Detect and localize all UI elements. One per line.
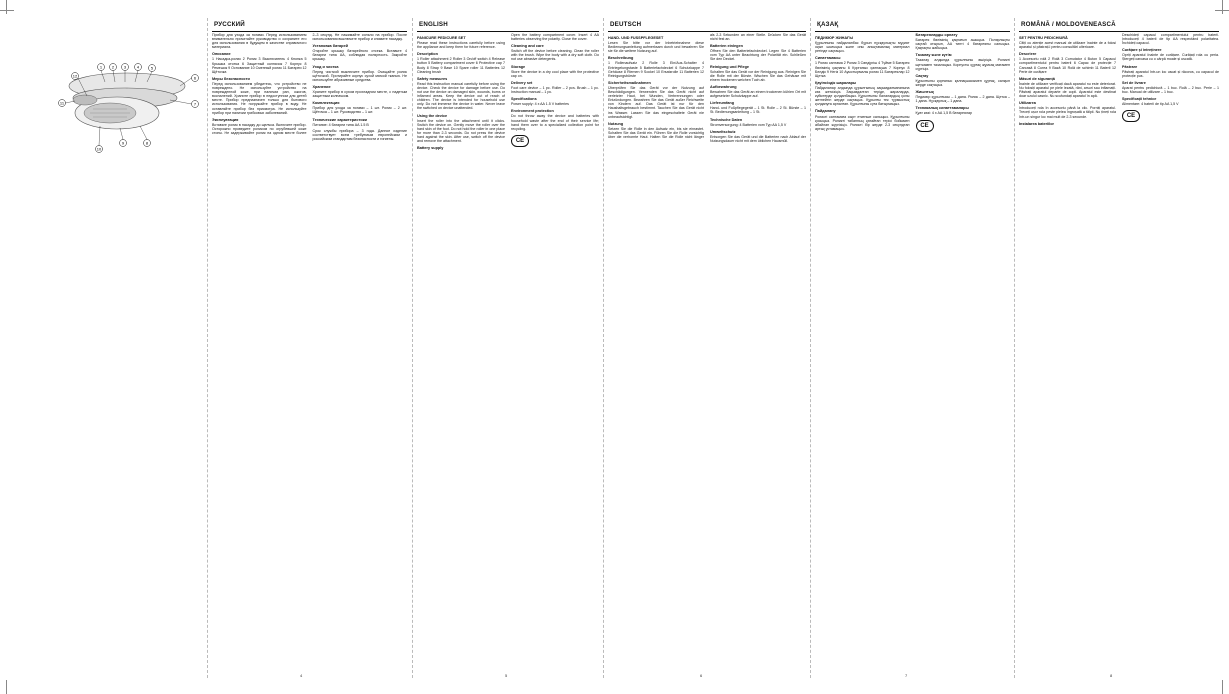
callout-label: 10 (96, 146, 102, 152)
section-block: Комплектация Прибор для ухода за ногами – 1 шт. Ролик – 2 шт. Щёточка – 1 шт. Руководство – 1 шт. (312, 101, 407, 115)
section-block: Păstrare Păstrați aparatul într-un loc uscat și răcoros, cu capacul de protecție pus. (1122, 64, 1219, 78)
section-block: Set de livrare Aparat pentru pedichiură – 1 buc. Rolă – 2 buc. Perie – 1 buc. Manual de utilizare – 1 buc. (1122, 80, 1219, 95)
page-number: 5 (505, 673, 508, 678)
callout-label: 6 (193, 75, 197, 81)
section-block: Хранение Храните прибор в сухом прохладном месте, с надетым защитным колпачком. (312, 84, 407, 99)
section-block: Măsuri de siguranță Înainte de utilizare verificați dacă aparatul nu este deteriorat. Nu folosiți aparatul pe piele lezată, răni, arsuri sau inflamații. Păstrați aparatul departe de copii. Aparatul este destinat doar uzului casnic. Nu scufundați aparatul în apă. (1019, 76, 1116, 99)
section-block: Battery supply Open the battery compartment cover. Insert 4 AA batteries observing the polarity. Close the cover. (417, 33, 599, 151)
column-russian (212, 33, 407, 663)
section-block: Descriere 1 Accesoriu rolă 2 Rolă 3 Comutator 4 Buton 5 Capacul compartimentului pentru baterii 6 Capac de protecție 7 Carcasă 8 Curea 9 Bază 10 Rolă de schimb 11 Baterii 12 Perie de curățare (1019, 52, 1116, 74)
callout-label: 5 (150, 65, 154, 71)
section-block: Жиынтық Педикюр құрылғысы – 1 дана. Ролик – 2 дана. Щетка – 1 дана. Нұсқаулық – 1 дана. (915, 90, 1010, 104)
section-block: Technische Daten Stromversorgung: 4 Batterien vom Typ AA 1,5 V (710, 117, 787, 127)
column-german (608, 33, 806, 663)
crop-mark (0, 10, 14, 11)
callout-label: 1 (99, 64, 103, 70)
section-block: Beschreibung 1 Rollenaufsatz 2 Rolle 3 Ein/Aus-Schalter 4 Entriegelungstaste 5 Batteriefachdeckel 6 Schutzkappe 7 Gehäuse 8 Riemen 9 Sockel 10 Ersatzrolle 11 Batterien 12 Reinigungsbürste (608, 56, 704, 78)
ce-mark-row (1122, 110, 1219, 122)
section-header-de (608, 18, 806, 32)
section-block: Umweltschutz Entsorgen Sie das Gerät und die Batterien nach Ablauf der Nutzungsdauer nicht mit dem üblichen Hausmüll. (710, 129, 806, 143)
callout-label: 3 (123, 64, 127, 70)
section-block: PANICURE PEDICURE SET Please read these instructions carefully before using the appliance and keep them for future reference. (417, 36, 505, 50)
section-block: Техникалық сипаттамалары Қуат көзі: 4 x AA 1,5 В батареялар (915, 106, 973, 116)
section-block: Меры безопасности Перед использованием убедитесь, что устройство не повреждено. Не используйте устройство на поврежденной коже, при наличии ран, ожогов, воспалений. Храните прибор в недоступном для детей месте. Прибор предназначен только для бытового использования. Не погружайте прибор в воду. Не оставляйте прибор без присмотра. Не используйте прибор при наличии грибковых заболеваний. (212, 76, 307, 115)
section-block: Safety measures Read this instruction manual carefully before using the device. Check the device for damage before use. Do not use the device on damaged skin, wounds, burns or inflamed areas. Keep the device out of reach of children. The device is intended for household use only. Do not immerse the device in water. Never leave the switched on device unattended. (417, 76, 505, 111)
section-block: Технические характеристики Питание: 4 батареи типа AA 1.5 В (312, 117, 369, 127)
header-title: РУССКИЙ (214, 21, 245, 28)
crop-mark (6, 0, 7, 14)
product-diagram (55, 58, 205, 158)
section-block: Environment protection Do not throw away the device and batteries with household waste after the end of their service life; hand them over to a specialized collection point for recycling. (511, 109, 599, 131)
crop-mark (1222, 680, 1223, 694)
column-english (417, 33, 599, 663)
section-block: Delivery set Foot care device – 1 pc. Roller – 2 pcs. Brush – 1 pc. Instruction manual – 1 pc. (511, 80, 599, 95)
column-divider (603, 18, 604, 678)
crop-mark (1222, 0, 1223, 14)
column-divider (1014, 18, 1015, 678)
callout-label: 7 (193, 101, 197, 107)
section-block: Batterien einlegen Öffnen Sie den Batteriefachdeckel. Legen Sie 4 Batterien vom Typ AA unter Beachtung der Polarität ein. Schließen Sie den Deckel. (710, 44, 806, 62)
section-block: Aufbewahrung Bewahren Sie das Gerät an einem trockenen kühlen Ort mit aufgesetzter Schutzkappe auf. (710, 84, 806, 99)
page-number: 8 (1110, 673, 1113, 678)
section-block: Эксплуатация Вставьте ролик в насадку до щелчка. Включите прибор. Осторожно проведите роликом по огрубевшей коже стопы. Не задерживайте ролик на одном месте более 2–3 секунд. Не нажимайте сильно на прибор. После использования выключите прибор и снимите насадку. (212, 33, 407, 135)
section-header-kz (815, 18, 1010, 32)
column-divider (810, 18, 811, 678)
callout-label: 9 (121, 140, 125, 146)
crop-mark (6, 680, 7, 694)
section-block: Батареяларды орнату Батарея бөлімінің қақпағын ашыңыз. Полярлықты сақтай отырып, AA типті 4 батареяны салыңыз. Қақпақты жабыңыз. (915, 33, 1010, 51)
page-number: 7 (905, 673, 908, 678)
section-block: Nutzung Setzen Sie die Rolle in den Aufsatz ein, bis sie einrastet. Schalten Sie das Gerät ein. Führen Sie die Rolle vorsichtig über die verhornte Haut. Halten Sie die Rolle nicht länger als 2-3 Sekunden an einer Stelle. Drücken Sie das Gerät nicht fest an. (608, 33, 806, 139)
section-block: Specifications Power supply: 4 x AA 1.5 V batteries (511, 97, 569, 107)
header-title: ENGLISH (419, 21, 448, 28)
section-block: Сипаттамасы 1 Ролик саптама 2 Ролик 3 Сөндіргіш 4 Түйме 5 Батарея бөлімінің қақпағы 6 Қорғаныс қалпақша 7 Корпус 8 Белдік 9 Негіз 10 Ауыстырмалы ролик 11 Батареялар 12 Щетка (815, 56, 910, 78)
section-block: Прибор для ухода за ногами. Перед использованием внимательно прочитайте руководство и сохраните его для использования в будущем в качестве справочного материала. (212, 33, 307, 50)
callout-label: 12 (72, 73, 78, 79)
column-divider (207, 18, 208, 678)
crop-mark (1215, 10, 1229, 11)
callout-label: 11 (59, 100, 65, 106)
callout-label: 4 (136, 64, 140, 70)
pedicure-device-illustration (55, 58, 205, 158)
section-block: Уход и чистка Перед чисткой выключите прибор. Очищайте ролик щёточкой. Протирайте корпус сухой мягкой тканью. Не используйте абразивные средства. (312, 64, 407, 82)
section-block: Cleaning and care Switch off the device before cleaning. Clean the roller with the brush. Wipe the body with a dry soft cloth. Do not use abrasive detergents. (511, 44, 599, 62)
section-block: Reinigung und Pflege Schalten Sie das Gerät vor der Reinigung aus. Reinigen Sie die Rolle mit der Bürste. Wischen Sie das Gehäuse mit einem trockenen weichen Tuch ab. (710, 64, 806, 82)
section-block: Тазалау және күтім Тазалау алдында құрылғыны өшіріңіз. Роликті щеткамен тазалаңыз. Корпусты құрғақ жұмсақ матамен сүртіңіз. (915, 53, 1010, 71)
section-block: Description 1 Roller attachment 2 Roller 3 On/off switch 4 Release button 5 Battery compartment cover 6 Protective cap 7 Body 8 Strap 9 Base 10 Spare roller 11 Batteries 12 Cleaning brush (417, 52, 505, 74)
column-divider (412, 18, 413, 678)
section-block: Описание 1 Насадка-ролик 2 Ролик 3 Выключатель 4 Кнопка 5 Крышка отсека 6 Защитный колпачок 7 Корпус 8 Ремешок 9 Основание 10 Сменный ролик 11 Батареи 12 Щёточка (212, 52, 307, 74)
section-header-en (417, 18, 599, 32)
section-block: Utilizarea Introduceți rola în accesoriu până la clic. Porniți aparatul. Treceți ușor rola peste pielea îngroșată a tălpii. Nu țineți rola într-un singur loc mai mult de 2-3 secunde. (1019, 101, 1116, 119)
header-title: DEUTSCH (610, 21, 642, 28)
section-block: Срок службы прибора – 3 года. Данное изделие соответствует всем требуемым европейским и российским стандартам безопасности и гигиены. (312, 128, 407, 141)
ce-mark-icon: CE (1122, 110, 1140, 122)
section-block: Storage Store the device in a dry cool place with the protective cap on. (511, 64, 599, 78)
header-title: ҚАЗАҚ (817, 21, 839, 28)
column-romanian (1019, 33, 1219, 663)
page-number: 6 (700, 673, 703, 678)
section-block: Lieferumfang Hand- und Fußpflegegerät – 1 St. Rolle – 2 St. Bürste – 1 St. Bedienungsanleitung – 1 St. (710, 101, 806, 115)
ce-mark-row (511, 135, 599, 147)
section-block: ПЕДИКЮР ЖИНАҒЫ Құрылғыны пайдаланбас бұрын нұсқаулықты мұқият оқып шығыңыз және оны анықтамалық материал ретінде сақтаңыз. (815, 36, 910, 54)
ce-mark-icon: CE (511, 135, 529, 147)
section-block: Specificații tehnice Alimentare: 4 baterii de tip AA 1,5 V (1122, 97, 1179, 107)
section-header-ru (212, 18, 407, 32)
header-title: ROMÂNĂ / MOLDOVENEASCĂ (1021, 21, 1116, 28)
section-block: HAND- UND FUSSPFLEGESET Lesen Sie bitte vor der Inbetriebnahme diese Bedienungsanleitung aufmerksam durch und bewahren Sie sie für die weitere Nutzung auf. (608, 36, 704, 54)
section-block: Instalarea bateriilor Deschideți capacul compartimentului pentru baterii. Introduceți 4 baterii de tip AA respectând polaritatea. Închideți capacul. (1019, 33, 1219, 126)
section-block: Қауіпсіздік шаралары Пайдаланар алдында құрылғының зақымдалмағанына көз жеткізіңіз. Зақымдалған теріде, жараларда, күйіктерде қолданбаңыз. Құрылғыны балалардың қолы жетпейтін жерде сақтаңыз. Құрылғы тек тұрмыстық қолдануға арналған. Құрылғыны суға батырмаңыз. (815, 80, 910, 107)
ce-mark-row (916, 120, 1011, 132)
section-block: Пайдалану Роликті саптамаға сырт еткенше салыңыз. Құрылғыны қосыңыз. Роликті табанның қатайған терісі бойымен абайлап жүргізіңіз. Роликті бір жерде 2-3 секундтан артық ұстамаңыз. (815, 109, 910, 131)
section-block: SET PENTRU PEDICHIURĂ Citiți cu atenție acest manual de utilizare înainte de a folosi aparatul și păstrați-l pentru consultări ulterioare. (1019, 36, 1116, 50)
ce-mark-icon: CE (916, 120, 934, 132)
callout-label: 2 (111, 64, 115, 70)
section-header-ro (1019, 18, 1219, 32)
section-block: Sicherheitsmaßnahmen Überprüfen Sie das Gerät vor der Nutzung auf Beschädigungen. Verwenden Sie das Gerät nicht auf verletzter Haut, bei Wunden, Verbrennungen oder Entzündungen. Bewahren Sie das Gerät außer Reichweite von Kindern auf. Das Gerät ist nur für den Haushaltsgebrauch bestimmt. Tauchen Sie das Gerät nicht ins Wasser. Lassen Sie das eingeschaltete Gerät nie unbeaufsichtigt. (608, 80, 704, 119)
column-kazakh (815, 33, 1010, 663)
section-block: Using the device Insert the roller into the attachment until it clicks. Switch the device on. Gently move the roller over the hard skin of the foot. Do not hold the roller in one place for more than 2-3 seconds. Do not press the device hard against the skin. After use, switch off the device and remove the attachment. (417, 113, 505, 144)
section-block: Установка батарей Откройте крышку батарейного отсека. Вставьте 4 батареи типа AA, соблюдая полярность. Закройте крышку. (312, 44, 407, 62)
callout-label: 8 (145, 140, 149, 146)
section-block: Curățare și întreținere Opriți aparatul înainte de curățare. Curățați rola cu peria. Ștergeți carcasa cu o cârpă moale și uscată. (1122, 48, 1219, 62)
section-block: Сақтау Құрылғыны қорғаныс қалпақшасымен құрғақ, салқын жерде сақтаңыз. (915, 73, 1010, 87)
page-number: 4 (300, 673, 303, 678)
